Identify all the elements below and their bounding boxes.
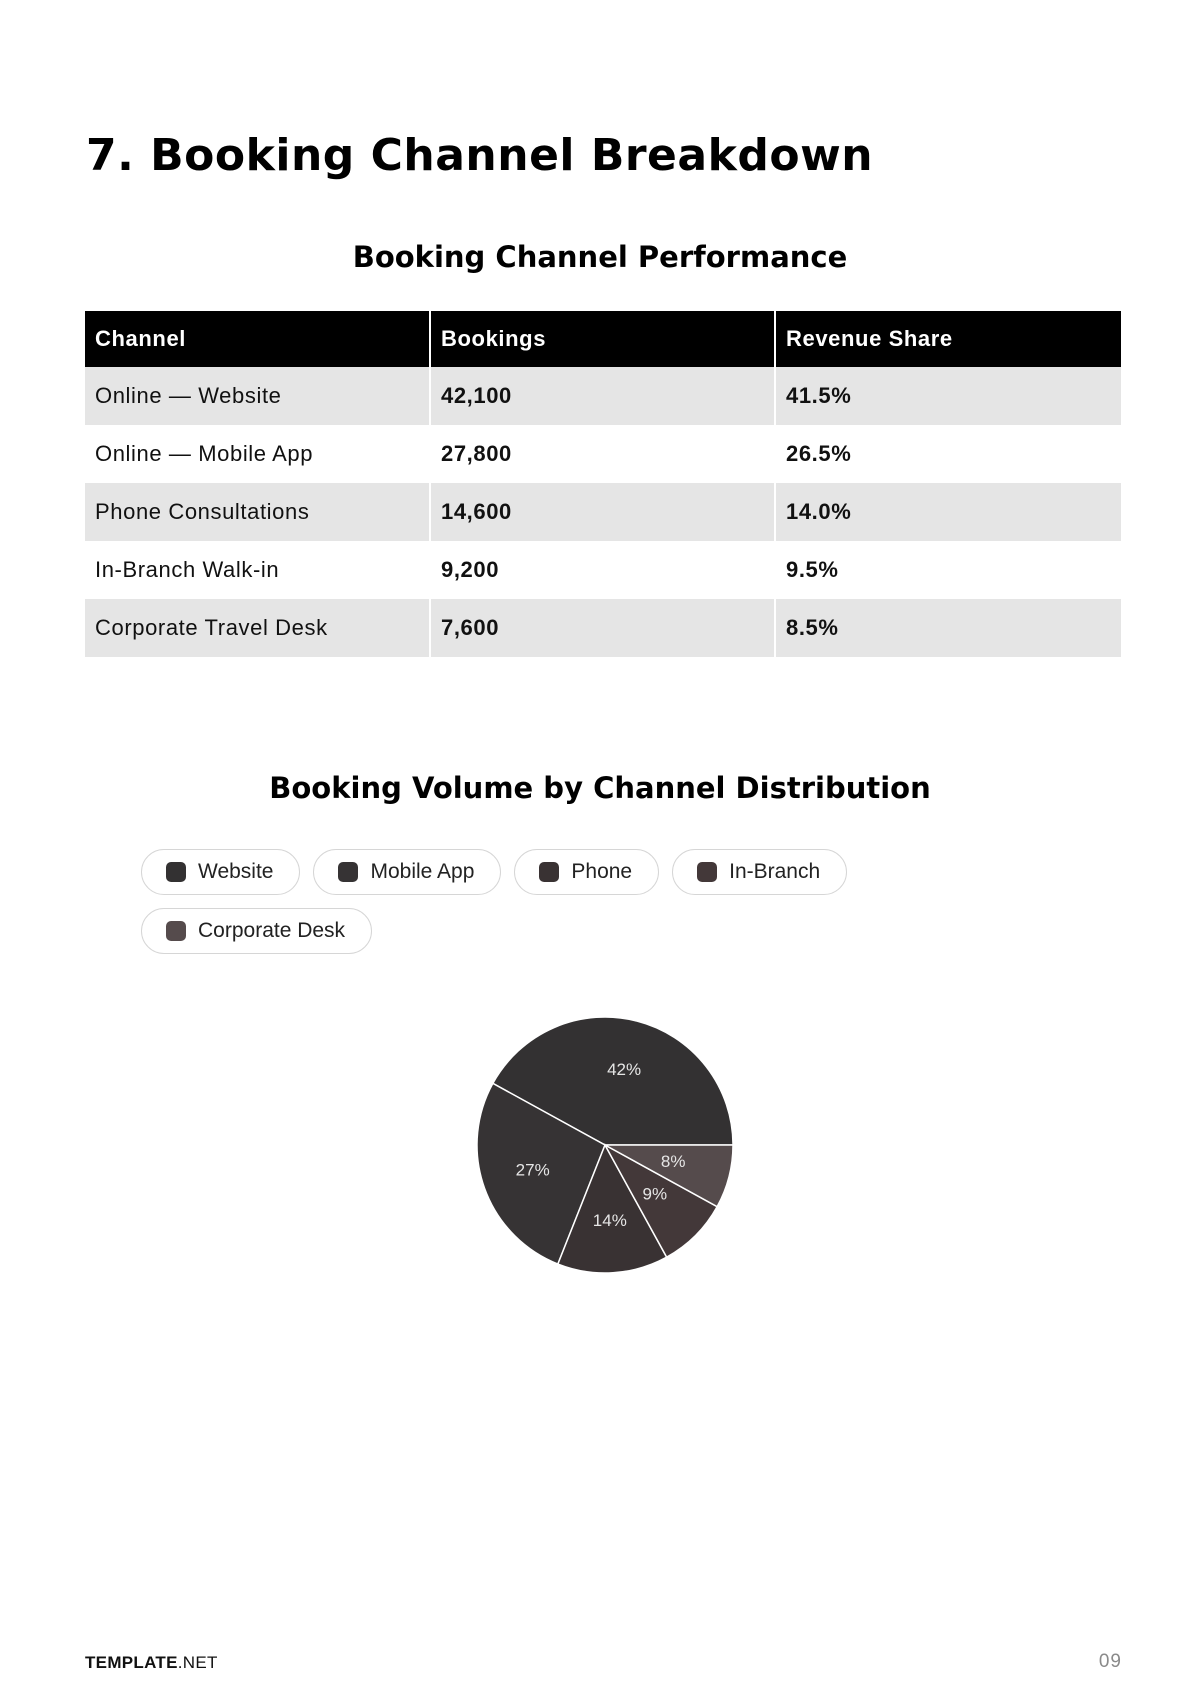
- legend-swatch: [338, 862, 358, 882]
- page-title: 7. Booking Channel Breakdown: [86, 130, 874, 181]
- footer-brand-suffix: .NET: [177, 1653, 218, 1672]
- pie-slice-label: 14%: [592, 1211, 627, 1231]
- pie-chart: [470, 1010, 740, 1280]
- channel-cell: Online — Mobile App: [85, 425, 430, 483]
- revenue-share-cell: 41.5%: [775, 367, 1121, 425]
- table-row: [85, 483, 1121, 541]
- chart-title: Booking Volume by Channel Distribution: [269, 771, 931, 805]
- legend-item-mobile-app[interactable]: [313, 849, 501, 895]
- legend-label: Website: [198, 860, 274, 883]
- table-row: [85, 425, 1121, 483]
- bookings-cell: 27,800: [430, 425, 775, 483]
- bookings-cell: 9,200: [430, 541, 775, 599]
- column-header-bookings: Bookings: [430, 311, 775, 367]
- table-row: [85, 541, 1121, 599]
- legend-label: Mobile App: [370, 860, 475, 883]
- bookings-cell: 14,600: [430, 483, 775, 541]
- table-row: [85, 599, 1121, 657]
- legend-item-website[interactable]: [141, 849, 300, 895]
- legend-label: Corporate Desk: [198, 919, 346, 942]
- bookings-cell: 7,600: [430, 599, 775, 657]
- revenue-share-cell: 8.5%: [775, 599, 1121, 657]
- legend-swatch: [697, 862, 717, 882]
- footer-brand: TEMPLATE: [85, 1653, 178, 1672]
- legend-item-corporate-desk[interactable]: [141, 908, 372, 954]
- pie-slice-label: 42%: [607, 1060, 642, 1080]
- pie-slice-label: 8%: [660, 1151, 686, 1171]
- page-number: 09: [1098, 1651, 1122, 1672]
- legend-item-phone[interactable]: [514, 849, 659, 895]
- revenue-share-cell: 9.5%: [775, 541, 1121, 599]
- chart-legend: [141, 849, 901, 954]
- legend-swatch: [539, 862, 559, 882]
- legend-swatch: [166, 862, 186, 882]
- legend-label: In-Branch: [729, 860, 821, 883]
- table-row: [85, 367, 1121, 425]
- bookings-cell: 42,100: [430, 367, 775, 425]
- table-header-row: [85, 311, 1121, 367]
- channel-cell: Phone Consultations: [85, 483, 430, 541]
- revenue-share-cell: 14.0%: [775, 483, 1121, 541]
- pie-slice-label: 27%: [515, 1160, 550, 1180]
- channel-cell: Corporate Travel Desk: [85, 599, 430, 657]
- channel-cell: Online — Website: [85, 367, 430, 425]
- channel-cell: In-Branch Walk-in: [85, 541, 430, 599]
- revenue-share-cell: 26.5%: [775, 425, 1121, 483]
- legend-label: Phone: [571, 860, 633, 883]
- footer-logo: [85, 1653, 218, 1673]
- column-header-revenue-share: Revenue Share: [775, 311, 1121, 367]
- legend-item-in-branch[interactable]: [672, 849, 847, 895]
- pie-slice-label: 9%: [642, 1184, 668, 1204]
- booking-channel-table: [85, 311, 1121, 657]
- column-header-channel: Channel: [85, 311, 430, 367]
- table-title: Booking Channel Performance: [352, 240, 848, 274]
- legend-swatch: [166, 921, 186, 941]
